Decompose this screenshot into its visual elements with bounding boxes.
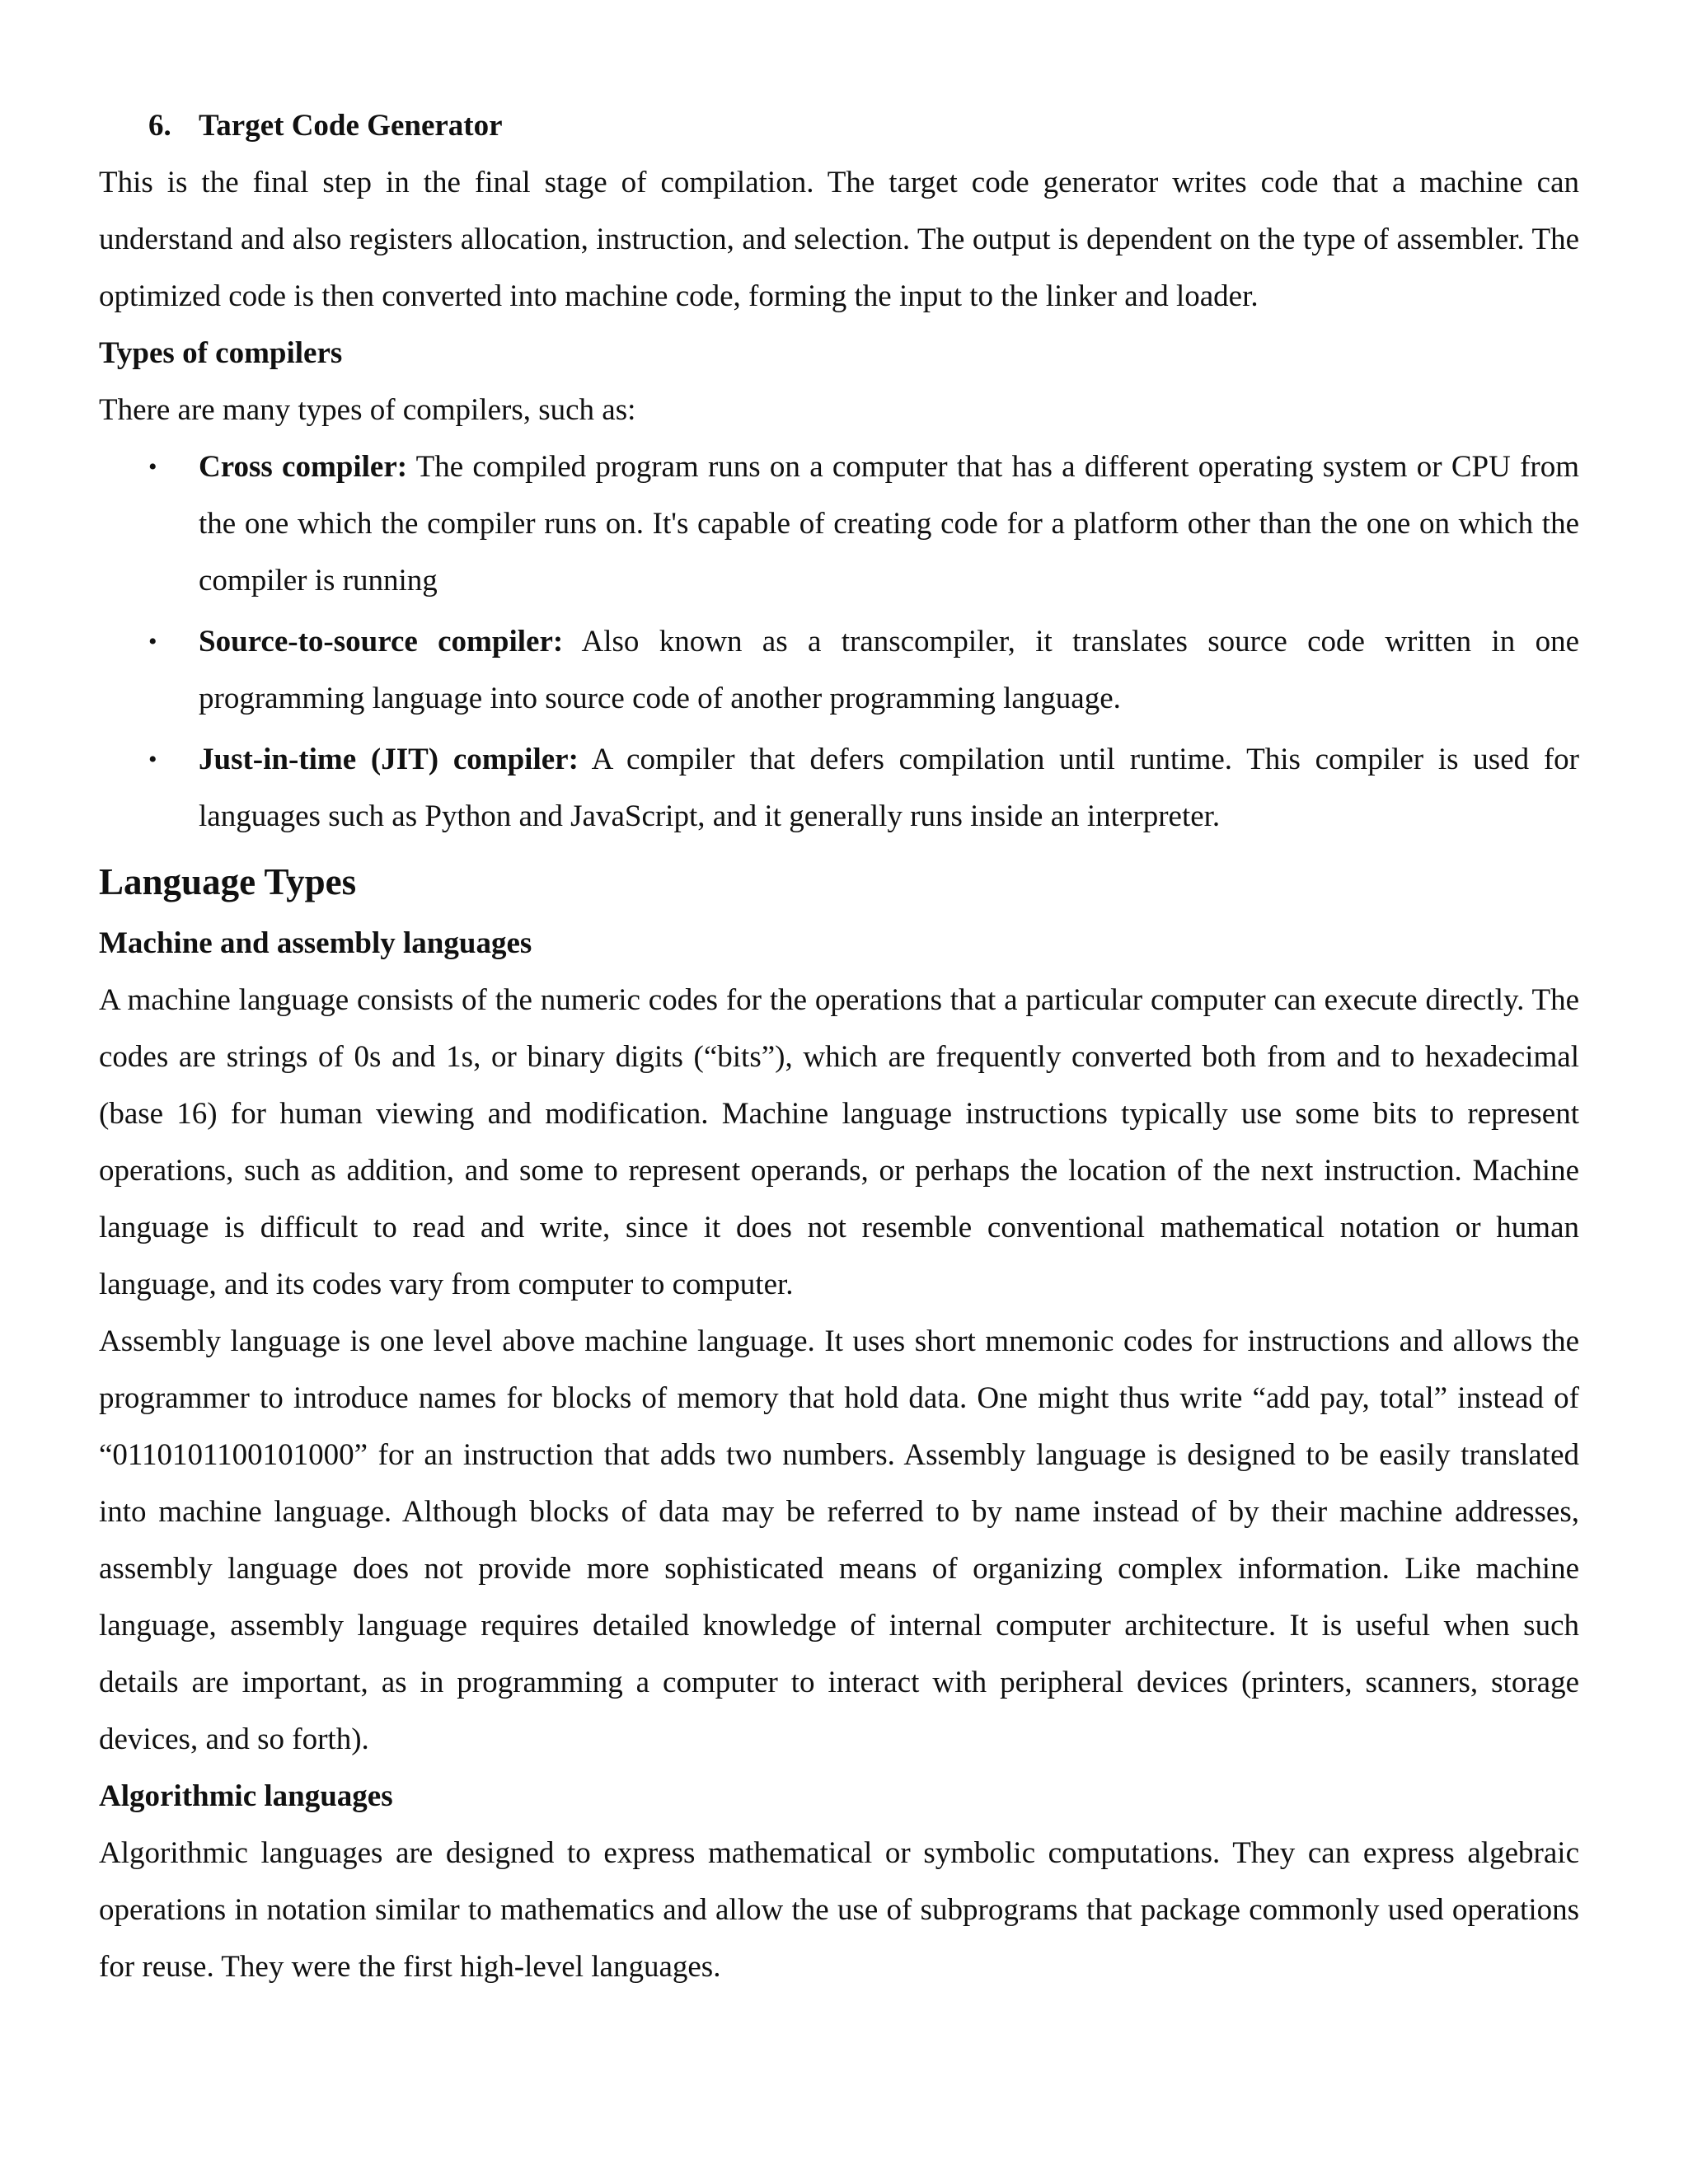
- section-number: 6.: [148, 109, 171, 143]
- assembly-language-paragraph: Assembly language is one level above machine language. It uses short mnemonic codes for instructions and allows the programmer to introduce names for blocks of memory that hold data. One might thus write “add pay, total” instead of “0110101100101000” for an instruction that adds two numbers. Assembly language is designed to be easily translated into machine language. Although blocks of data may be referred to by name instead of by their machine addresses, assembly language does not provide more sophisticated means of organizing complex information. Like machine language, assembly language requires detailed knowledge of internal computer architecture. It is useful when such details are important, as in programming a computer to interact with peripheral devices (printers, scanners, storage devices, and so forth).: [99, 1324, 1579, 1756]
- list-item-term: Cross compiler:: [199, 450, 408, 484]
- compiler-types-list: [99, 438, 1579, 845]
- target-code-generator-paragraph: This is the final step in the final stage of compilation. The target code generator writes code that a machine can understand and also registers allocation, instruction, and selection. The output is dependent on the type of assembler. The optimized code is then converted into machine code, forming the input to the linker and loader.: [99, 166, 1579, 313]
- bullet-icon: •: [148, 628, 157, 655]
- algorithmic-languages-paragraph: Algorithmic languages are designed to express mathematical or symbolic computations. They can express algebraic operations in notation similar to mathematics and allow the use of subprograms that package commonly used operations for reuse. They were the first high-level languages.: [99, 1836, 1579, 1984]
- bullet-icon: •: [148, 453, 157, 480]
- bullet-icon: •: [148, 746, 157, 773]
- machine-language-paragraph: A machine language consists of the numeric codes for the operations that a particular computer can execute directly. The codes are strings of 0s and 1s, or binary digits (“bits”), which are frequently converted both from and to hexadecimal (base 16) for human viewing and modification. Machine language instructions typically use some bits to represent operations, such as addition, and some to represent operands, or perhaps the location of the next instruction. Machine language is difficult to read and write, since it does not resemble conventional mathematical notation or human language, and its codes vary from computer to computer.: [99, 983, 1579, 1301]
- section-title: Target Code Generator: [199, 109, 503, 143]
- list-item-text: A compiler that defers compilation until runtime. This compiler is used for languages such as Python and JavaScript, and it generally runs inside an interpreter.: [199, 743, 1579, 833]
- list-item-cross-compiler: [99, 438, 1579, 609]
- list-item-term: Source-to-source compiler:: [199, 625, 564, 658]
- types-of-compilers-heading: Types of compilers: [99, 336, 343, 370]
- list-item-text: The compiled program runs on a computer that has a different operating system or CPU from the one which the compiler runs on. It's capable of creating code for a platform other than the one on which the compiler is running: [199, 450, 1579, 598]
- document-page: [99, 97, 1579, 1995]
- list-item-term: Just-in-time (JIT) compiler:: [199, 743, 579, 776]
- types-of-compilers-intro: There are many types of compilers, such as:: [99, 393, 636, 427]
- list-item-source-to-source-compiler: [99, 613, 1579, 727]
- algorithmic-languages-heading: Algorithmic languages: [99, 1779, 393, 1813]
- machine-assembly-heading: Machine and assembly languages: [99, 926, 532, 960]
- language-types-heading: Language Types: [99, 861, 357, 902]
- list-item-jit-compiler: [99, 731, 1579, 845]
- list-item-text: Also known as a transcompiler, it translates source code written in one programming language into source code of another programming language.: [199, 625, 1580, 715]
- section-heading-target-code-generator: [99, 97, 1579, 154]
